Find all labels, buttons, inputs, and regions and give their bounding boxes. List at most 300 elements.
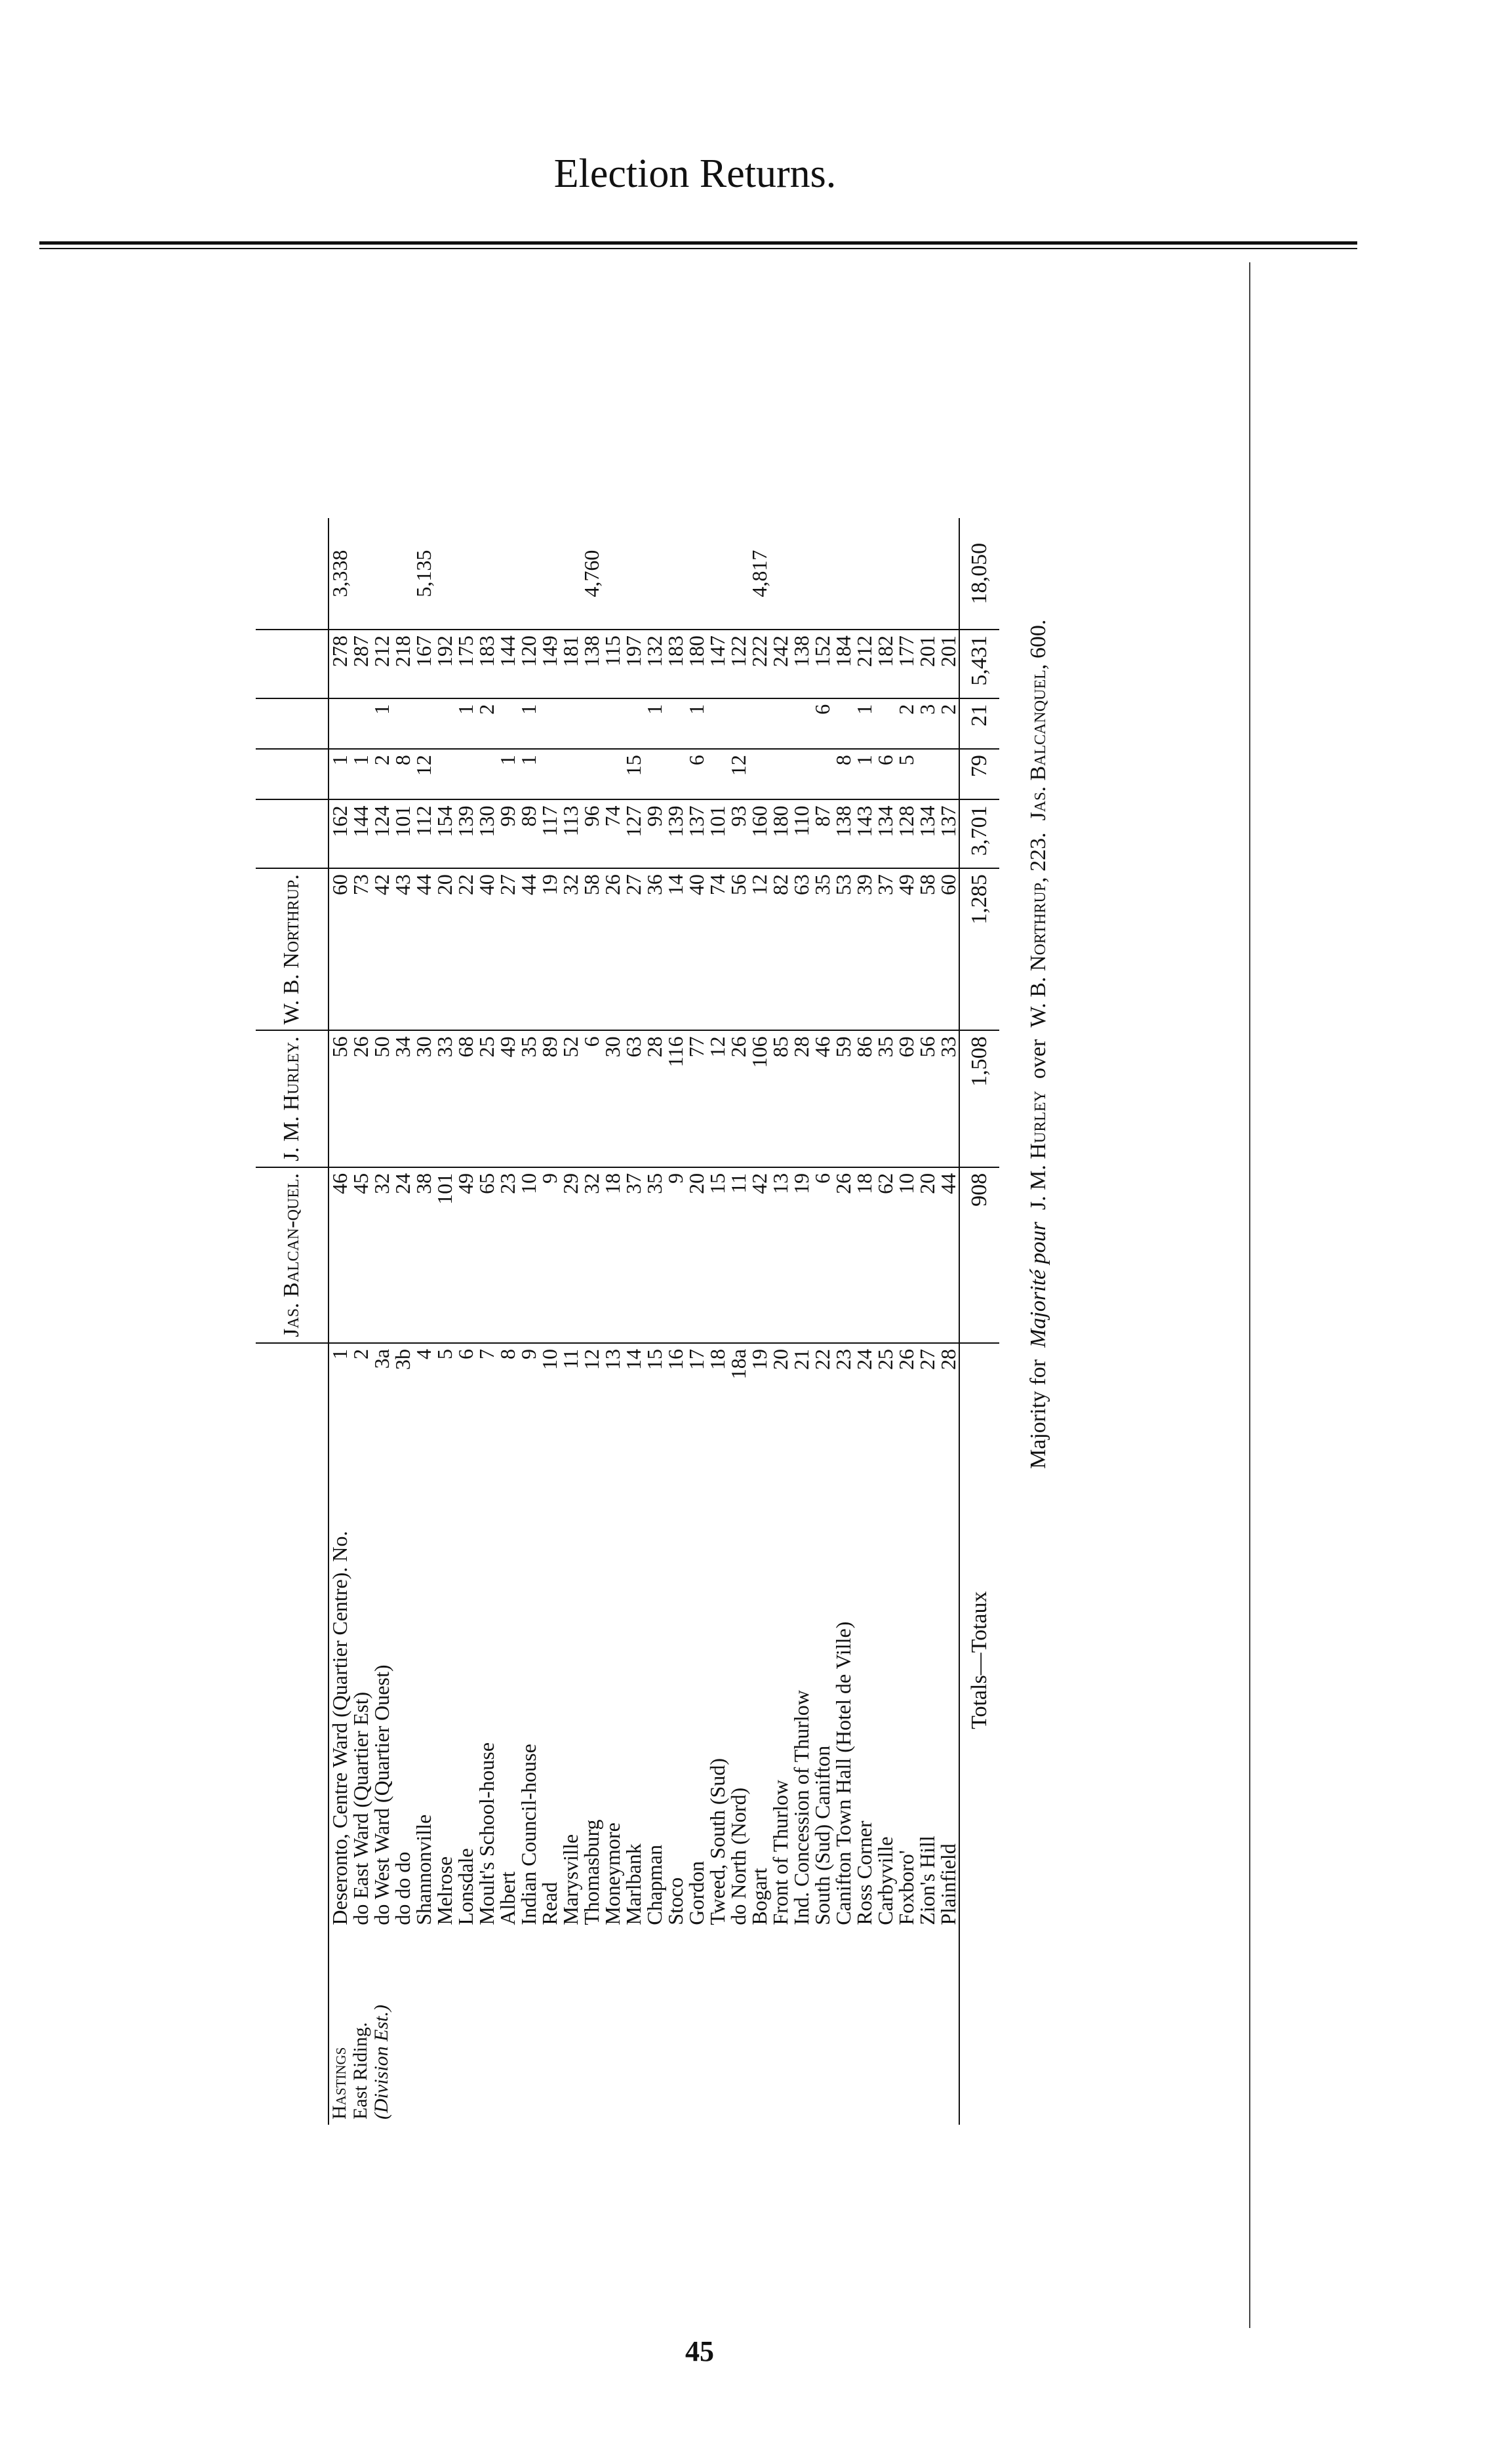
vote-cell (434, 698, 455, 749)
vote-cell: 86 (854, 1030, 875, 1167)
vote-cell: 30 (413, 1030, 434, 1167)
poll-number: 13 (601, 1348, 624, 1370)
region-cell (455, 1931, 476, 2125)
vote-cell: 149 (539, 630, 560, 698)
vote-cell: 35 (812, 868, 833, 1030)
polling-place: Read (538, 1881, 561, 1925)
table-row (833, 518, 854, 2125)
vote-cell: 36 (644, 868, 665, 1030)
vote-cell: 60 (328, 868, 350, 1030)
vote-cell: 33 (938, 1030, 959, 1167)
region-cell: East Riding. (349, 2022, 371, 2119)
vote-cell (707, 698, 728, 749)
poll-number: 5 (433, 1348, 456, 1359)
vote-cell: 52 (560, 1030, 581, 1167)
vote-cell (791, 749, 812, 799)
poll-number: 9 (517, 1348, 540, 1359)
vote-cell: 127 (623, 799, 644, 868)
vote-cell: 53 (833, 868, 854, 1030)
vote-cell: 1 (371, 698, 392, 749)
polling-place: Marlbank (622, 1843, 645, 1925)
table-header-row (256, 518, 328, 2125)
poll-number: 22 (810, 1348, 834, 1370)
table-row (749, 518, 770, 2125)
vote-cell: 6 (686, 749, 707, 799)
vote-cell (728, 698, 749, 749)
region-cell (875, 1931, 896, 2125)
polling-place: Ind. Concession of Thurlow (789, 1690, 813, 1925)
vote-cell: 8 (392, 749, 413, 799)
vote-cell: 6 (812, 698, 833, 749)
vote-cell: 24 (392, 1167, 413, 1343)
vote-cell: 13 (770, 1167, 791, 1343)
vote-cell: 134 (917, 799, 938, 868)
vote-cell: 74 (707, 868, 728, 1030)
region-cell (623, 1931, 644, 2125)
majority-label-fr: Majorité pour (1026, 1222, 1050, 1348)
vote-cell: 40 (686, 868, 707, 1030)
vote-cell: 46 (328, 1167, 350, 1343)
vote-cell: 132 (644, 630, 665, 698)
table-row (938, 518, 959, 2125)
group-total (686, 518, 707, 630)
region-cell (728, 1931, 749, 2125)
group-total (497, 518, 518, 630)
polling-place: Front of Thurlow (768, 1779, 792, 1925)
vote-cell (812, 749, 833, 799)
group-total (539, 518, 560, 630)
vote-cell: 183 (665, 630, 686, 698)
vote-cell (791, 698, 812, 749)
polling-place: Gordon (685, 1860, 708, 1925)
vote-cell: 1 (328, 749, 350, 799)
vote-cell: 182 (875, 630, 896, 698)
vote-cell (665, 749, 686, 799)
poll-number: 6 (454, 1348, 477, 1359)
vote-cell: 278 (328, 630, 350, 698)
vote-cell: 175 (455, 630, 476, 698)
vote-cell: 167 (413, 630, 434, 698)
vote-cell: 115 (602, 630, 623, 698)
grand-total: 18,050 (959, 518, 999, 630)
vote-cell: 116 (665, 1030, 686, 1167)
vote-cell: 106 (749, 1030, 770, 1167)
vote-cell: 1 (854, 749, 875, 799)
poll-number: 7 (475, 1348, 498, 1359)
vote-cell: 18 (854, 1167, 875, 1343)
region-cell (686, 1931, 707, 2125)
vote-cell: 201 (938, 630, 959, 698)
table-row (560, 518, 581, 2125)
header-hurley: J. M. Hurley. (256, 1030, 328, 1167)
vote-cell: 77 (686, 1030, 707, 1167)
table-row (602, 518, 623, 2125)
vote-cell: 96 (581, 799, 602, 868)
region-cell (938, 1931, 959, 2125)
header-blank-1 (256, 799, 328, 868)
vote-cell: 38 (413, 1167, 434, 1343)
vote-cell: 152 (812, 630, 833, 698)
vote-cell: 144 (350, 799, 371, 868)
poll-number: 4 (412, 1348, 435, 1359)
vote-cell: 101 (707, 799, 728, 868)
vote-cell: 122 (728, 630, 749, 698)
table-row (539, 518, 560, 2125)
vote-cell: 201 (917, 630, 938, 698)
vote-cell: 93 (728, 799, 749, 868)
table-row (770, 518, 791, 2125)
table-row (707, 518, 728, 2125)
vote-cell (623, 698, 644, 749)
vote-cell: 34 (392, 1030, 413, 1167)
poll-number: 20 (768, 1348, 792, 1370)
vote-cell: 137 (938, 799, 959, 868)
vote-cell: 44 (413, 868, 434, 1030)
vote-cell (350, 698, 371, 749)
polling-place: Thomasburg (580, 1819, 603, 1925)
group-total (791, 518, 812, 630)
group-total (518, 518, 539, 630)
vote-cell: 137 (686, 799, 707, 868)
vote-cell: 63 (791, 868, 812, 1030)
vote-cell: 82 (770, 868, 791, 1030)
vote-cell: 138 (581, 630, 602, 698)
title-rule (39, 241, 1357, 245)
table-row (392, 518, 413, 2125)
vote-cell (875, 698, 896, 749)
vote-cell: 15 (623, 749, 644, 799)
vote-cell: 26 (350, 1030, 371, 1167)
vote-cell (539, 698, 560, 749)
region-cell (665, 1931, 686, 2125)
group-total: 3,338 (328, 518, 350, 630)
vote-cell: 19 (791, 1167, 812, 1343)
vote-cell: 101 (392, 799, 413, 868)
vote-cell: 99 (497, 799, 518, 868)
vote-cell: 56 (728, 868, 749, 1030)
page-number: 45 (685, 2335, 714, 2367)
group-total (476, 518, 497, 630)
vote-cell (560, 698, 581, 749)
vote-cell: 212 (371, 630, 392, 698)
vote-cell: 26 (833, 1167, 854, 1343)
poll-number: 16 (664, 1348, 687, 1370)
vote-cell: 6 (812, 1167, 833, 1343)
poll-number: 23 (831, 1348, 855, 1370)
vote-cell: 124 (371, 799, 392, 868)
vote-cell (434, 749, 455, 799)
total-cell: 79 (959, 749, 999, 799)
group-total (728, 518, 749, 630)
vote-cell: 29 (560, 1167, 581, 1343)
majority-label: Majority for (1026, 1359, 1050, 1469)
group-total (623, 518, 644, 630)
region-cell (476, 1931, 497, 2125)
vote-cell: 25 (476, 1030, 497, 1167)
table-row (371, 518, 392, 2125)
poll-number: 21 (789, 1348, 813, 1370)
region-cell: Hastings (328, 2047, 350, 2119)
majority-over: over (1026, 1039, 1050, 1079)
group-total: 4,817 (749, 518, 770, 630)
polling-place: Carbyville (873, 1836, 897, 1925)
vote-cell: 35 (875, 1030, 896, 1167)
vote-cell (644, 749, 665, 799)
polling-place: Marysville (559, 1834, 582, 1925)
vote-cell (938, 749, 959, 799)
vote-cell: 138 (791, 630, 812, 698)
polling-place: Plainfield (936, 1843, 960, 1925)
title-rule-thin (39, 248, 1357, 249)
header-blank-2 (256, 749, 328, 799)
table-body (328, 518, 1078, 2125)
total-cell: 908 (959, 1167, 999, 1343)
vote-cell: 130 (476, 799, 497, 868)
group-total: 4,760 (581, 518, 602, 630)
page-title: Election Returns. (553, 151, 837, 196)
vote-cell: 1 (854, 698, 875, 749)
region-cell (896, 1931, 917, 2125)
header-blank-3 (256, 698, 328, 749)
table-row (875, 518, 896, 2125)
majority-line-1: W. B. Northrup, 223. (1026, 832, 1050, 1028)
vote-cell: 2 (371, 749, 392, 799)
vote-cell: 50 (371, 1030, 392, 1167)
vote-cell (455, 749, 476, 799)
region-cell: (Division Est.) (370, 2005, 392, 2119)
vote-cell: 197 (623, 630, 644, 698)
polling-place: Albert (496, 1871, 519, 1925)
group-total (350, 518, 371, 630)
vote-cell: 40 (476, 868, 497, 1030)
group-total (875, 518, 896, 630)
header-northrup: W. B. Northrup. (256, 868, 328, 1030)
vote-cell: 117 (539, 799, 560, 868)
vote-cell: 1 (686, 698, 707, 749)
vote-cell: 37 (875, 868, 896, 1030)
region-cell (581, 1931, 602, 2125)
vote-cell: 85 (770, 1030, 791, 1167)
vote-cell (581, 698, 602, 749)
vote-cell: 89 (539, 1030, 560, 1167)
vote-cell: 12 (749, 868, 770, 1030)
polling-place: do East Ward (Quartier Est) (349, 1691, 372, 1925)
poll-number: 25 (873, 1348, 897, 1370)
vote-cell: 184 (833, 630, 854, 698)
vote-cell: 26 (728, 1030, 749, 1167)
header-balcanquel: Jas. Balcan-quel. (256, 1167, 328, 1343)
vote-cell: 33 (434, 1030, 455, 1167)
vote-cell: 112 (413, 799, 434, 868)
poll-number: 28 (936, 1348, 960, 1370)
poll-number: 15 (643, 1348, 666, 1370)
vote-cell: 42 (371, 868, 392, 1030)
poll-number: 3b (391, 1348, 414, 1370)
polling-place: Zion's Hill (915, 1836, 939, 1925)
vote-cell: 22 (455, 868, 476, 1030)
vote-cell: 49 (455, 1167, 476, 1343)
table-row (434, 518, 455, 2125)
vote-cell: 23 (497, 1167, 518, 1343)
vote-cell: 56 (328, 1030, 350, 1167)
group-total (392, 518, 413, 630)
poll-number: 2 (349, 1348, 372, 1359)
poll-number: 14 (622, 1348, 645, 1370)
region-cell (770, 1931, 791, 2125)
vote-cell (392, 698, 413, 749)
vote-cell: 138 (833, 799, 854, 868)
polling-place: South (Sud) Canifton (810, 1745, 834, 1925)
vote-cell: 180 (770, 799, 791, 868)
vote-cell: 6 (581, 1030, 602, 1167)
table-row (644, 518, 665, 2125)
vote-cell: 3 (917, 698, 938, 749)
vote-cell: 69 (896, 1030, 917, 1167)
vote-cell: 26 (602, 868, 623, 1030)
vote-cell: 27 (497, 868, 518, 1030)
region-cell (644, 1931, 665, 2125)
vote-cell: 19 (539, 868, 560, 1030)
vote-cell (749, 698, 770, 749)
vote-cell (833, 698, 854, 749)
group-total (434, 518, 455, 630)
polling-place: do do do (391, 1851, 414, 1925)
table-row (413, 518, 434, 2125)
vote-cell: 58 (917, 868, 938, 1030)
table-row (497, 518, 518, 2125)
vote-cell: 180 (686, 630, 707, 698)
vote-cell: 218 (392, 630, 413, 698)
vote-cell: 212 (854, 630, 875, 698)
vote-cell: 32 (560, 868, 581, 1030)
poll-number: 11 (559, 1348, 582, 1369)
vote-cell: 45 (350, 1167, 371, 1343)
vote-cell: 1 (518, 698, 539, 749)
poll-number: 10 (538, 1348, 561, 1370)
vote-cell: 74 (602, 799, 623, 868)
vote-cell: 222 (749, 630, 770, 698)
vote-cell: 68 (455, 1030, 476, 1167)
group-total (707, 518, 728, 630)
group-total (812, 518, 833, 630)
poll-number: 27 (915, 1348, 939, 1370)
vote-cell: 12 (413, 749, 434, 799)
total-cell: 3,701 (959, 799, 999, 868)
region-cell (392, 1931, 413, 2125)
vote-cell (560, 749, 581, 799)
table-row (455, 518, 476, 2125)
table-row (476, 518, 497, 2125)
vote-cell: 37 (623, 1167, 644, 1343)
vote-cell: 49 (497, 1030, 518, 1167)
polling-place: Chapman (643, 1844, 666, 1925)
vote-cell: 35 (518, 1030, 539, 1167)
poll-number: 1 (328, 1348, 351, 1359)
table-row (328, 518, 350, 2125)
region-cell (917, 1931, 938, 2125)
table-row (581, 518, 602, 2125)
region-cell (413, 1931, 434, 2125)
region-cell (749, 1931, 770, 2125)
poll-number: 3a (370, 1348, 393, 1369)
table-row (623, 518, 644, 2125)
vote-cell: 5 (896, 749, 917, 799)
vote-cell: 28 (644, 1030, 665, 1167)
poll-number: 17 (685, 1348, 708, 1370)
vote-cell: 58 (581, 868, 602, 1030)
header-blank-4 (256, 630, 328, 698)
polling-place: Moult's School-house (475, 1742, 498, 1925)
vote-cell: 32 (371, 1167, 392, 1343)
polling-place: Tweed, South (Sud) (706, 1757, 729, 1925)
group-total (770, 518, 791, 630)
vote-cell (749, 749, 770, 799)
vote-cell: 162 (328, 799, 350, 868)
vote-cell: 1 (518, 749, 539, 799)
region-header (256, 1931, 328, 2125)
region-cell (959, 1931, 999, 2125)
vote-cell: 2 (896, 698, 917, 749)
vote-cell: 110 (791, 799, 812, 868)
poll-number: 18a (726, 1348, 750, 1380)
vote-cell: 20 (917, 1167, 938, 1343)
group-total (665, 518, 686, 630)
vote-cell: 39 (854, 868, 875, 1030)
vote-cell: 46 (812, 1030, 833, 1167)
polling-place: Canifton Town Hall (Hotel de Ville) (831, 1621, 855, 1925)
region-cell (539, 1931, 560, 2125)
vote-cell (770, 749, 791, 799)
page-edge-line (1249, 262, 1250, 2328)
region-cell (434, 1931, 455, 2125)
vote-cell: 8 (833, 749, 854, 799)
vote-cell (917, 749, 938, 799)
vote-cell: 10 (518, 1167, 539, 1343)
vote-cell: 30 (602, 1030, 623, 1167)
vote-cell: 139 (665, 799, 686, 868)
vote-cell: 134 (875, 799, 896, 868)
vote-cell: 113 (560, 799, 581, 868)
table-row (350, 518, 371, 2125)
vote-cell: 139 (455, 799, 476, 868)
vote-cell (581, 749, 602, 799)
vote-cell: 12 (728, 749, 749, 799)
region-cell (707, 1931, 728, 2125)
polling-place: do North (Nord) (726, 1787, 750, 1925)
vote-cell: 1 (644, 698, 665, 749)
table-row (518, 518, 539, 2125)
poll-number: 26 (894, 1348, 918, 1370)
region-cell (602, 1931, 623, 2125)
table-row (854, 518, 875, 2125)
vote-cell: 9 (539, 1167, 560, 1343)
vote-cell: 242 (770, 630, 791, 698)
vote-cell: 89 (518, 799, 539, 868)
vote-cell: 27 (623, 868, 644, 1030)
vote-cell: 9 (665, 1167, 686, 1343)
totals-label: Totals—Totaux (959, 1390, 999, 1931)
vote-cell: 73 (350, 868, 371, 1030)
vote-cell: 183 (476, 630, 497, 698)
vote-cell: 63 (623, 1030, 644, 1167)
vote-cell: 144 (497, 630, 518, 698)
vote-cell: 11 (728, 1167, 749, 1343)
polling-place: Shannonville (412, 1814, 435, 1925)
vote-cell: 87 (812, 799, 833, 868)
vote-cell: 49 (896, 868, 917, 1030)
vote-cell: 99 (644, 799, 665, 868)
vote-cell: 120 (518, 630, 539, 698)
